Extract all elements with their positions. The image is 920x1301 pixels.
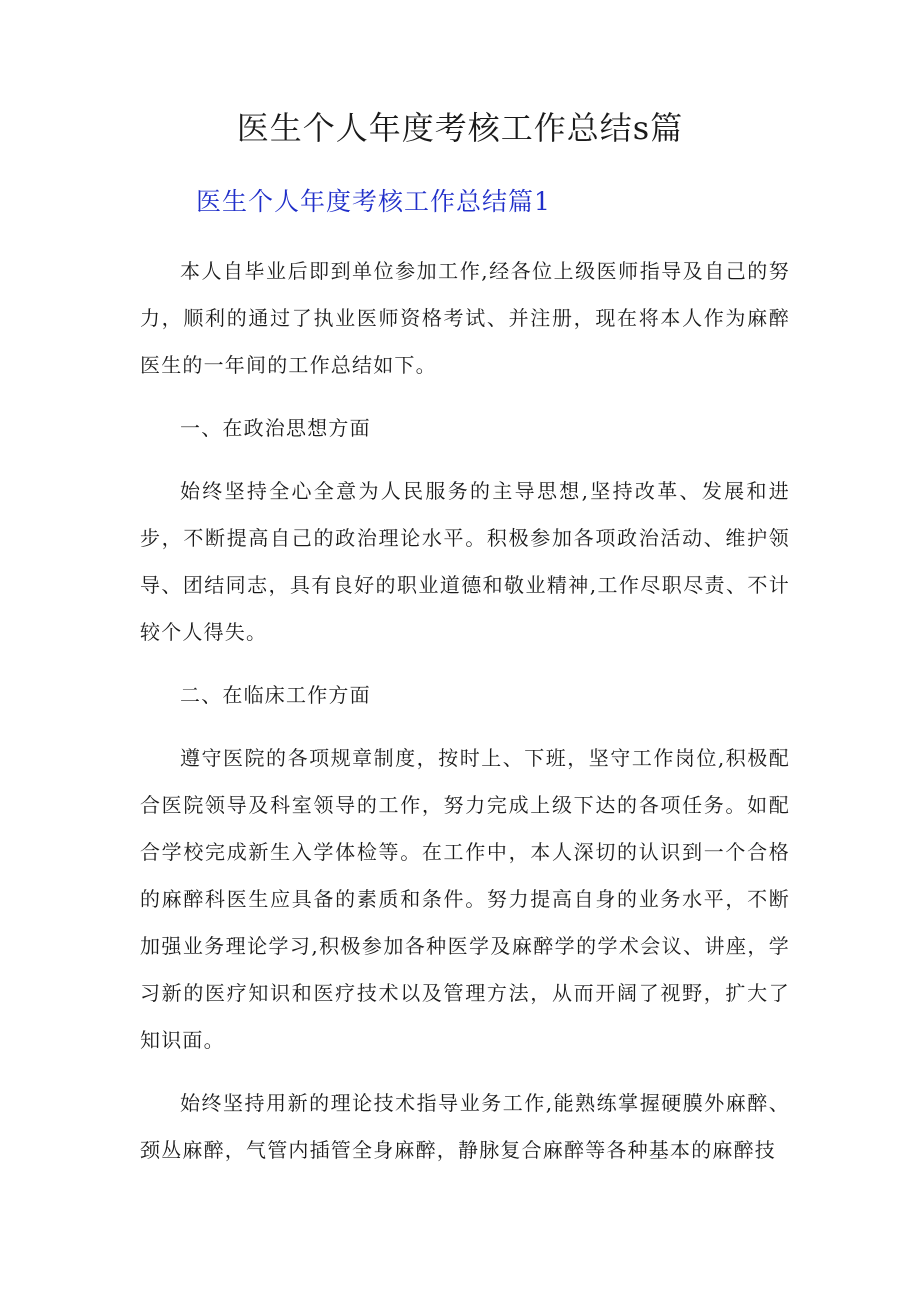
- paragraph-clinical: 遵守医院的各项规章制度，按时上、下班，坚守工作岗位,积极配合医院领导及科室领导的工作，努力完成上级下达的各项任务。如配合学校完成新生入学体检等。在工作中，本人深切的认识到一个合格的麻醉科医生应具备的素质和条件。努力提高自身的业务水平，不断加强业务理论学习,积极参加各种医学及麻醉学的学术会议、讲座，学习新的医疗知识和医疗技术以及管理方法，从而开阔了视野，扩大了知识面。: [140, 746, 790, 1052]
- document-title: 医生个人年度考核工作总结s篇: [236, 109, 684, 147]
- document-body: [140, 248, 790, 1190]
- paragraph-techniques: 始终坚持用新的理论技术指导业务工作,能熟练掌握硬膜外麻醉、颈丛麻醉，气管内插管全身麻醉，静脉复合麻醉等各种基本的麻醉技: [140, 1091, 790, 1162]
- heading-political: 一、在政治思想方面: [180, 416, 371, 440]
- section-title: 医生个人年度考核工作总结篇1: [196, 187, 551, 216]
- heading-clinical: 二、在临床工作方面: [180, 683, 371, 707]
- paragraph-political: 始终坚持全心全意为人民服务的主导思想,坚持改革、发展和进步，不断提高自己的政治理论水平。积极参加各项政治活动、维护领导、团结同志，具有良好的职业道德和敬业精神,工作尽职尽责、不计较个人得失。: [140, 479, 790, 644]
- paragraph-intro: 本人自毕业后即到单位参加工作,经各位上级医师指导及自己的努力，顺利的通过了执业医师资格考试、并注册，现在将本人作为麻醉医生的一年间的工作总结如下。: [140, 259, 790, 377]
